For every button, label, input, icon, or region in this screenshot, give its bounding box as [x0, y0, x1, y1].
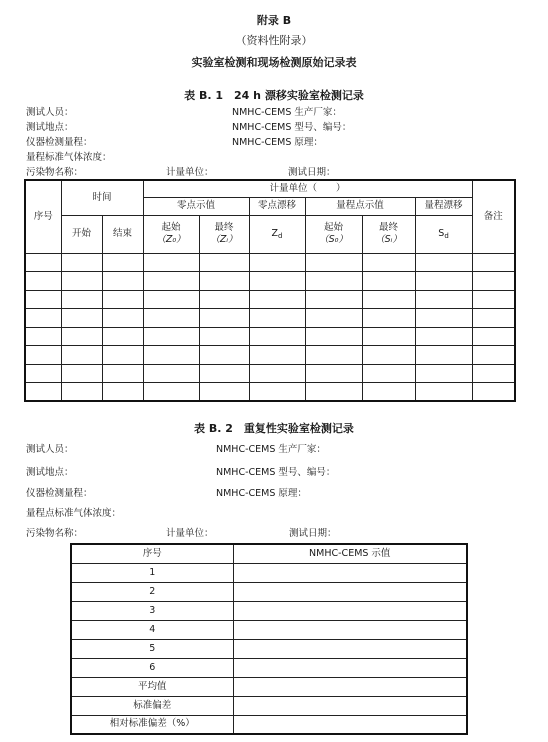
- table-cell: [249, 364, 305, 383]
- table-cell: [305, 272, 362, 291]
- table-cell: [362, 290, 415, 309]
- table-cell: [199, 383, 249, 402]
- b2-model-label: NMHC-CEMS 型号、编号：: [216, 467, 336, 478]
- table-cell: [415, 346, 472, 365]
- b1-unit-label: 计量单位：: [166, 167, 214, 178]
- table-cell: [249, 383, 305, 402]
- table-cell: [415, 309, 472, 328]
- table-cell: [102, 253, 143, 272]
- table-cell: [472, 309, 515, 328]
- b1-empty-rows: [25, 253, 515, 401]
- b1-header-zero-drift: 零点漂移: [249, 197, 305, 215]
- table-cell: [415, 272, 472, 291]
- table-row: [71, 620, 467, 639]
- b2-std-gas-label: 量程点标准气体浓度：: [26, 508, 122, 519]
- table-cell: [249, 346, 305, 365]
- b1-zd-symbol: Z: [271, 227, 279, 239]
- table-cell: [102, 309, 143, 328]
- table-row: [25, 309, 515, 328]
- b1-header-s-start: [305, 215, 362, 253]
- table-cell: [143, 272, 199, 291]
- b1-header-zero-show: 零点示值: [143, 197, 249, 215]
- table-cell: [61, 364, 102, 383]
- table-row: [25, 346, 515, 365]
- table-cell: [362, 253, 415, 272]
- table-cell: [305, 364, 362, 383]
- document-title: 实验室检测和现场检测原始记录表: [191, 56, 357, 69]
- b2-header-value: NMHC-CEMS 示值: [233, 544, 467, 563]
- b1-header-span-drift: 量程漂移: [415, 197, 472, 215]
- table-cell: [199, 309, 249, 328]
- table-cell: [415, 327, 472, 346]
- b1-header-unit: 计量单位（ ）: [143, 180, 472, 197]
- table-cell: [305, 383, 362, 402]
- b2-tester-label: 测试人员：: [26, 444, 74, 455]
- b1-location-label: 测试地点：: [26, 122, 74, 133]
- table-row: [71, 658, 467, 677]
- b2-pollutant-label: 污染物名称：: [26, 528, 84, 539]
- b1-header-span-show: 量程点示值: [305, 197, 415, 215]
- table-b1: [24, 179, 516, 402]
- table-cell: [249, 290, 305, 309]
- table-cell: [415, 383, 472, 402]
- table-cell: [61, 327, 102, 346]
- b1-header-z-start: [143, 215, 199, 253]
- b2-row-label: 6: [71, 658, 233, 677]
- b1-z-final-bottom: （Zᵢ）: [210, 234, 238, 245]
- table-cell: [415, 253, 472, 272]
- table-cell: [305, 309, 362, 328]
- table-cell: [199, 290, 249, 309]
- table-cell: [143, 253, 199, 272]
- appendix-title: 附录 B: [256, 14, 292, 27]
- table-cell: [249, 253, 305, 272]
- table-cell: [25, 327, 61, 346]
- table-cell: [25, 364, 61, 383]
- table-row: [71, 696, 467, 715]
- table-cell: [102, 383, 143, 402]
- table-cell: [25, 272, 61, 291]
- b1-principle-label: NMHC-CEMS 原理：: [232, 137, 323, 148]
- table-row: [71, 563, 467, 582]
- b1-sd-symbol: S: [438, 227, 445, 239]
- table-cell: [61, 253, 102, 272]
- b2-row-label: 平均值: [71, 677, 233, 696]
- table-row: [25, 253, 515, 272]
- table-cell: [102, 290, 143, 309]
- table-cell: [472, 253, 515, 272]
- b1-s-start-top: 起始: [324, 222, 344, 234]
- table-row: [71, 582, 467, 601]
- b1-date-label: 测试日期：: [288, 167, 336, 178]
- b1-header-zd: [249, 215, 305, 253]
- table-cell: [61, 383, 102, 402]
- table-cell: [25, 290, 61, 309]
- table-cell: [305, 290, 362, 309]
- table-cell: [143, 346, 199, 365]
- b1-header-sd: [415, 215, 472, 253]
- b1-s-final-top: 最终: [379, 222, 399, 234]
- table-cell: [472, 383, 515, 402]
- b2-location-label: 测试地点：: [26, 467, 74, 478]
- b1-manufacturer-label: NMHC-CEMS 生产厂家：: [232, 107, 342, 118]
- table-cell: [102, 364, 143, 383]
- b2-row-label: 5: [71, 639, 233, 658]
- table-row: [25, 290, 515, 309]
- table-cell: [305, 327, 362, 346]
- table-row: [71, 639, 467, 658]
- b1-header-z-final: [199, 215, 249, 253]
- table-b2-caption: 表 B. 2 重复性实验室检测记录: [194, 422, 354, 435]
- table-cell: [415, 290, 472, 309]
- b1-z-start-top: 起始: [161, 222, 181, 234]
- table-cell: [25, 346, 61, 365]
- table-cell: [362, 383, 415, 402]
- b2-row-value: [233, 639, 467, 658]
- b1-zd-sub: d: [278, 231, 283, 240]
- b2-row-value: [233, 601, 467, 620]
- table-cell: [249, 309, 305, 328]
- table-b1-caption: 表 B. 1 24 h 漂移实验室检测记录: [184, 89, 364, 102]
- b2-rows: [71, 563, 467, 734]
- table-row: [25, 272, 515, 291]
- table-row: [25, 364, 515, 383]
- b2-row-value: [233, 563, 467, 582]
- table-row: [71, 677, 467, 696]
- b1-header-start: 开始: [61, 215, 102, 253]
- table-cell: [143, 383, 199, 402]
- b2-row-label: 4: [71, 620, 233, 639]
- b2-row-label: 相对标准偏差（%）: [71, 715, 233, 734]
- b1-header-end: 结束: [102, 215, 143, 253]
- table-cell: [199, 327, 249, 346]
- table-row: [71, 715, 467, 734]
- b2-row-value: [233, 715, 467, 734]
- b1-s-final-bottom: （Sᵢ）: [375, 234, 402, 245]
- b1-header-remark: 备注: [472, 180, 515, 253]
- b1-header-seq: 序号: [25, 180, 61, 253]
- table-cell: [472, 364, 515, 383]
- table-cell: [61, 290, 102, 309]
- b2-row-value: [233, 620, 467, 639]
- table-b2: [70, 543, 468, 735]
- table-cell: [472, 346, 515, 365]
- b1-model-label: NMHC-CEMS 型号、编号：: [232, 122, 352, 133]
- b1-s-start-bottom: （S₀）: [319, 234, 348, 245]
- table-cell: [61, 272, 102, 291]
- b2-row-label: 1: [71, 563, 233, 582]
- table-cell: [362, 364, 415, 383]
- table-cell: [102, 272, 143, 291]
- table-cell: [362, 272, 415, 291]
- table-row: [25, 383, 515, 402]
- b1-z-start-bottom: （Z₀）: [156, 234, 186, 245]
- b2-row-value: [233, 582, 467, 601]
- table-cell: [305, 253, 362, 272]
- b2-row-value: [233, 658, 467, 677]
- table-cell: [143, 327, 199, 346]
- table-cell: [143, 364, 199, 383]
- b1-header-s-final: [362, 215, 415, 253]
- table-cell: [102, 346, 143, 365]
- table-cell: [472, 290, 515, 309]
- appendix-type: （资料性附录）: [235, 34, 313, 47]
- b1-z-final-top: 最终: [214, 222, 234, 234]
- b2-row-label: 2: [71, 582, 233, 601]
- b1-range-label: 仪器检测量程：: [26, 137, 93, 148]
- b1-std-gas-label: 量程标准气体浓度：: [26, 152, 112, 163]
- table-cell: [472, 327, 515, 346]
- table-cell: [199, 346, 249, 365]
- table-cell: [249, 272, 305, 291]
- b2-row-label: 标准偏差: [71, 696, 233, 715]
- table-cell: [415, 364, 472, 383]
- b2-row-value: [233, 696, 467, 715]
- table-cell: [199, 253, 249, 272]
- b2-principle-label: NMHC-CEMS 原理：: [216, 488, 307, 499]
- table-cell: [362, 309, 415, 328]
- b1-sd-sub: d: [444, 231, 449, 240]
- table-cell: [25, 253, 61, 272]
- table-cell: [102, 327, 143, 346]
- b1-header-time: 时间: [61, 180, 143, 215]
- table-cell: [61, 309, 102, 328]
- b2-unit-label: 计量单位：: [166, 528, 214, 539]
- b2-date-label: 测试日期：: [289, 528, 337, 539]
- table-row: [71, 601, 467, 620]
- table-cell: [472, 272, 515, 291]
- b2-range-label: 仪器检测量程：: [26, 488, 93, 499]
- table-cell: [25, 309, 61, 328]
- table-cell: [199, 272, 249, 291]
- table-cell: [143, 290, 199, 309]
- table-cell: [143, 309, 199, 328]
- b1-tester-label: 测试人员：: [26, 107, 74, 118]
- b2-manufacturer-label: NMHC-CEMS 生产厂家：: [216, 444, 326, 455]
- table-cell: [25, 383, 61, 402]
- table-cell: [61, 346, 102, 365]
- table-row: [25, 327, 515, 346]
- table-cell: [249, 327, 305, 346]
- table-cell: [199, 364, 249, 383]
- table-cell: [362, 327, 415, 346]
- b1-pollutant-label: 污染物名称：: [26, 167, 84, 178]
- table-cell: [362, 346, 415, 365]
- b2-row-label: 3: [71, 601, 233, 620]
- table-cell: [305, 346, 362, 365]
- b2-header-seq: 序号: [71, 544, 233, 563]
- b2-row-value: [233, 677, 467, 696]
